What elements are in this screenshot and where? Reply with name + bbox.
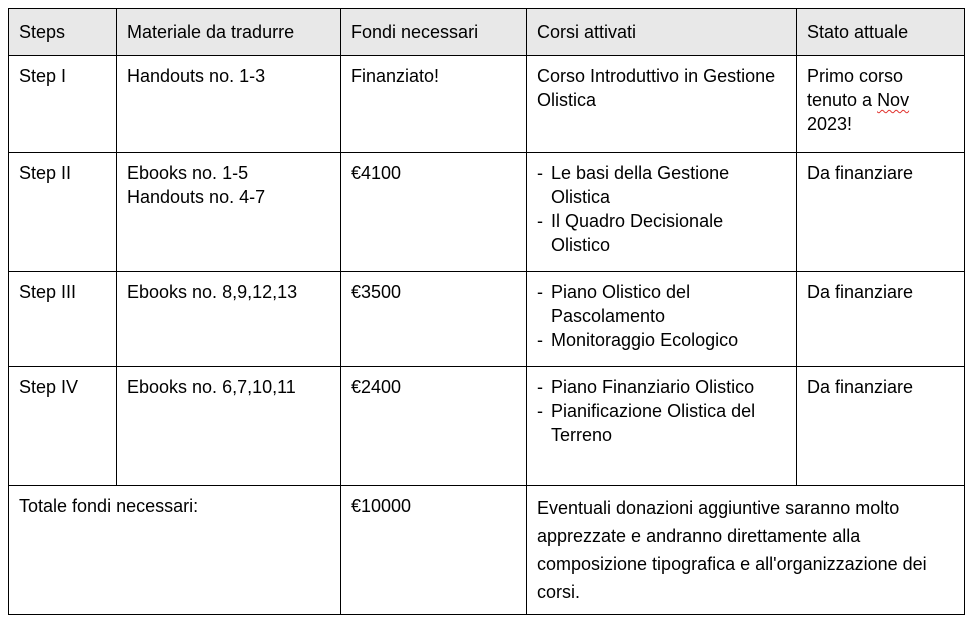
status-text: Primo corso tenuto a — [807, 66, 904, 110]
funds-cell: €4100 — [341, 153, 527, 272]
material-item: Handouts no. 4-7 — [127, 187, 266, 207]
material-item: Ebooks no. 8,9,12,13 — [127, 282, 298, 302]
header-funds: Fondi necessari — [341, 9, 527, 56]
course-item: - Piano Finanziario Olistico — [537, 375, 786, 399]
total-label: Totale fondi necessari: — [9, 486, 341, 615]
step-cell: Step II — [9, 153, 117, 272]
table-row — [9, 367, 965, 486]
funds-cell: €3500 — [341, 272, 527, 367]
materials-cell — [117, 56, 341, 153]
spellcheck-flagged-word: Nov — [877, 90, 910, 110]
course-list — [537, 280, 786, 352]
material-item: Handouts no. 1-3 — [127, 66, 266, 86]
step-cell: Step I — [9, 56, 117, 153]
courses-cell — [527, 367, 797, 486]
header-steps: Steps — [9, 9, 117, 56]
materials-cell — [117, 367, 341, 486]
course-item: - Le basi della Gestione Olistica — [537, 161, 786, 209]
course-item: - Monitoraggio Ecologico — [537, 328, 786, 352]
status-text-end: 2023! — [807, 114, 853, 134]
total-amount: €10000 — [341, 486, 527, 615]
materials-cell — [117, 153, 341, 272]
course-item: - Piano Olistico del Pascolamento — [537, 280, 786, 328]
courses-cell — [527, 153, 797, 272]
course-item: - Pianificazione Olistica del Terreno — [537, 399, 786, 447]
course-list — [537, 375, 786, 447]
total-note: Eventuali donazioni aggiuntive saranno molto apprezzate e andranno direttamente alla composizione tipografica e all'organizzazione dei corsi. — [527, 486, 965, 615]
material-item: Ebooks no. 1-5 — [127, 163, 249, 183]
step-cell: Step III — [9, 272, 117, 367]
table-row — [9, 56, 965, 153]
material-item: Ebooks no. 6,7,10,11 — [127, 377, 296, 397]
funds-cell: €2400 — [341, 367, 527, 486]
courses-cell: Corso Introduttivo in Gestione Olistica — [527, 56, 797, 153]
total-row — [9, 486, 965, 615]
status-cell: Da finanziare — [797, 367, 965, 486]
header-courses: Corsi attivati — [527, 9, 797, 56]
step-cell: Step IV — [9, 367, 117, 486]
materials-cell — [117, 272, 341, 367]
header-materials: Materiale da tradurre — [117, 9, 341, 56]
table-header-row — [9, 9, 965, 56]
funds-cell: Finanziato! — [341, 56, 527, 153]
status-cell: Da finanziare — [797, 272, 965, 367]
status-cell: Da finanziare — [797, 153, 965, 272]
course-list — [537, 161, 786, 257]
header-status: Stato attuale — [797, 9, 965, 56]
table-row — [9, 272, 965, 367]
funding-table — [8, 8, 965, 615]
status-cell — [797, 56, 965, 153]
course-item: - Il Quadro Decisionale Olistico — [537, 209, 786, 257]
courses-cell — [527, 272, 797, 367]
table-row — [9, 153, 965, 272]
